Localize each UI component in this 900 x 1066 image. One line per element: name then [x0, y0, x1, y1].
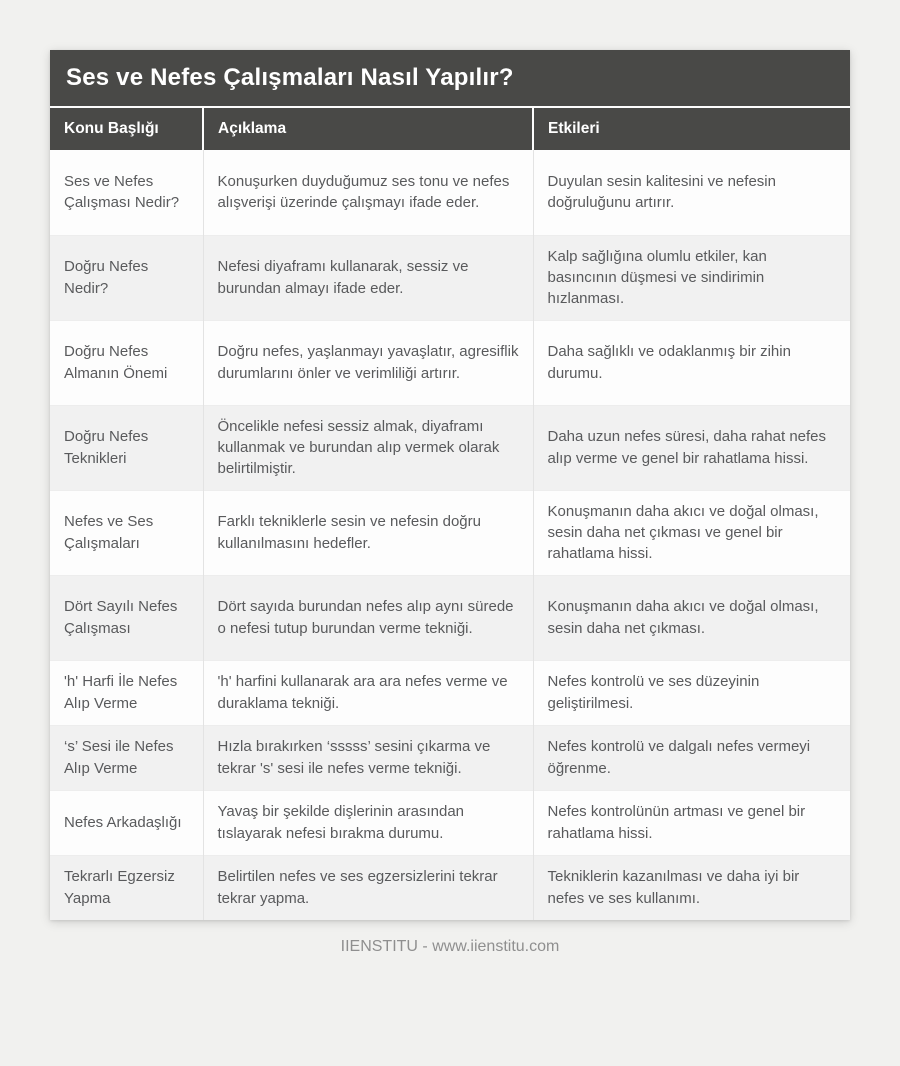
cell-description: Hızla bırakırken ‘sssss’ sesini çıkarma ve tekrar 's' sesi ile nefes verme tekniği.: [203, 725, 533, 790]
table-row: [50, 490, 850, 575]
cell-effects: Konuşmanın daha akıcı ve doğal olması, sesin daha net çıkması.: [533, 575, 850, 660]
cell-description: Konuşurken duyduğumuz ses tonu ve nefes alışverişi üzerinde çalışmayı ifade eder.: [203, 150, 533, 235]
content-card: [50, 50, 850, 920]
cell-topic: Dört Sayılı Nefes Çalışması: [50, 575, 203, 660]
exercises-table: [50, 108, 850, 920]
table-row: [50, 235, 850, 320]
table-header: [50, 108, 850, 150]
cell-description: Farklı tekniklerle sesin ve nefesin doğru kullanılmasını hedefler.: [203, 490, 533, 575]
footer-credit: IIENSTITU - www.iienstitu.com: [340, 938, 560, 955]
cell-topic: ‘s’ Sesi ile Nefes Alıp Verme: [50, 725, 203, 790]
cell-topic: Doğru Nefes Teknikleri: [50, 405, 203, 490]
cell-topic: Doğru Nefes Almanın Önemi: [50, 320, 203, 405]
cell-effects: Nefes kontrolü ve ses düzeyinin geliştirilmesi.: [533, 660, 850, 725]
table-row: [50, 575, 850, 660]
cell-topic: Ses ve Nefes Çalışması Nedir?: [50, 150, 203, 235]
table-row: [50, 150, 850, 235]
table-body: [50, 150, 850, 920]
column-header-topic: Konu Başlığı: [50, 108, 203, 150]
cell-topic: Doğru Nefes Nedir?: [50, 235, 203, 320]
cell-description: Öncelikle nefesi sessiz almak, diyaframı kullanmak ve burundan alıp vermek olarak belirtilmiştir.: [203, 405, 533, 490]
cell-effects: Nefes kontrolü ve dalgalı nefes vermeyi öğrenme.: [533, 725, 850, 790]
table-row: [50, 725, 850, 790]
cell-description: Nefesi diyaframı kullanarak, sessiz ve burundan almayı ifade eder.: [203, 235, 533, 320]
cell-description: Belirtilen nefes ve ses egzersizlerini tekrar tekrar yapma.: [203, 855, 533, 920]
table-row: [50, 405, 850, 490]
cell-effects: Tekniklerin kazanılması ve daha iyi bir nefes ve ses kullanımı.: [533, 855, 850, 920]
cell-topic: Tekrarlı Egzersiz Yapma: [50, 855, 203, 920]
cell-topic: 'h' Harfi İle Nefes Alıp Verme: [50, 660, 203, 725]
cell-effects: Nefes kontrolünün artması ve genel bir rahatlama hissi.: [533, 790, 850, 855]
cell-description: 'h' harfini kullanarak ara ara nefes verme ve duraklama tekniği.: [203, 660, 533, 725]
cell-effects: Konuşmanın daha akıcı ve doğal olması, sesin daha net çıkması ve genel bir rahatlama hissi.: [533, 490, 850, 575]
cell-description: Yavaş bir şekilde dişlerinin arasından tıslayarak nefesi bırakma durumu.: [203, 790, 533, 855]
cell-description: Dört sayıda burundan nefes alıp aynı sürede o nefesi tutup burundan verme tekniği.: [203, 575, 533, 660]
column-header-description: Açıklama: [203, 108, 533, 150]
cell-description: Doğru nefes, yaşlanmayı yavaşlatır, agresiflik durumlarını önler ve verimliliği artırır.: [203, 320, 533, 405]
cell-effects: Kalp sağlığına olumlu etkiler, kan basıncının düşmesi ve sindirimin hızlanması.: [533, 235, 850, 320]
table-row: [50, 855, 850, 920]
table-row: [50, 790, 850, 855]
page-title: Ses ve Nefes Çalışmaları Nasıl Yapılır?: [50, 50, 850, 108]
cell-effects: Daha sağlıklı ve odaklanmış bir zihin durumu.: [533, 320, 850, 405]
cell-topic: Nefes Arkadaşlığı: [50, 790, 203, 855]
table-row: [50, 320, 850, 405]
column-header-effects: Etkileri: [533, 108, 850, 150]
table-row: [50, 660, 850, 725]
cell-effects: Daha uzun nefes süresi, daha rahat nefes alıp verme ve genel bir rahatlama hissi.: [533, 405, 850, 490]
cell-effects: Duyulan sesin kalitesini ve nefesin doğruluğunu artırır.: [547, 172, 776, 212]
cell-topic: Nefes ve Ses Çalışmaları: [50, 490, 203, 575]
